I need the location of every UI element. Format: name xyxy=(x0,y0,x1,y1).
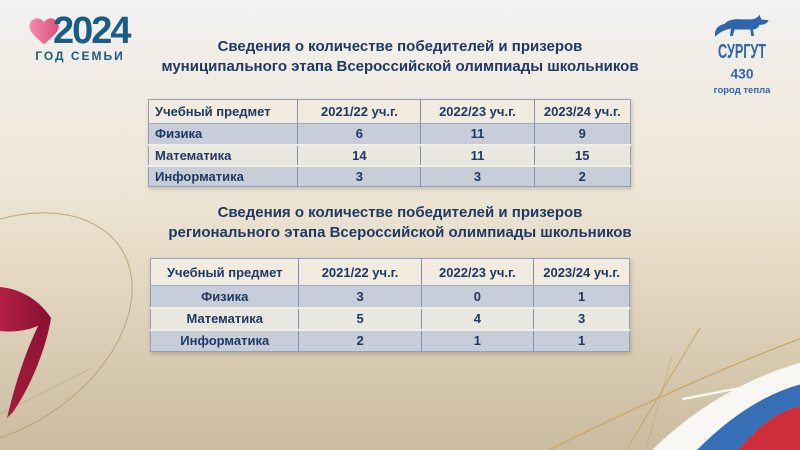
section2-title-line1: Сведения о количестве победителей и призеров xyxy=(217,204,583,221)
value-cell: 3 xyxy=(421,166,534,187)
value-cell: 1 xyxy=(534,286,630,308)
year-2024-text: 2024 xyxy=(53,10,130,52)
value-cell: 3 xyxy=(534,308,630,330)
value-cell: 1 xyxy=(421,330,534,352)
surgut-name-text: СУРГУТ xyxy=(718,40,766,63)
table-row-physics xyxy=(151,286,630,308)
surgut-anniversary-text: 430 xyxy=(730,65,754,82)
value-cell: 0 xyxy=(421,286,534,308)
table-row-math xyxy=(151,308,630,330)
subject-cell: Информатика xyxy=(151,330,299,352)
column-header-2021-22: 2021/22 уч.г. xyxy=(298,100,421,124)
section2-title xyxy=(60,203,740,243)
column-header-2021-22: 2021/22 уч.г. xyxy=(299,259,421,286)
column-header-2022-23: 2022/23 уч.г. xyxy=(421,259,534,286)
value-cell: 15 xyxy=(534,145,630,166)
subject-cell: Информатика xyxy=(149,166,298,187)
value-cell: 2 xyxy=(534,166,630,187)
value-cell: 2 xyxy=(299,330,421,352)
fox-icon xyxy=(715,15,769,37)
column-header-subject: Учебный предмет xyxy=(151,259,299,286)
table-row-informatics xyxy=(149,166,631,187)
section1-title-line2: муниципального этапа Всероссийской олимпиады школьников xyxy=(161,58,639,75)
column-header-2023-24: 2023/24 уч.г. xyxy=(534,100,630,124)
value-cell: 11 xyxy=(421,124,534,145)
value-cell: 4 xyxy=(421,308,534,330)
column-header-subject: Учебный предмет xyxy=(149,100,298,124)
table-row-math xyxy=(149,145,631,166)
subject-cell: Математика xyxy=(151,308,299,330)
column-header-2022-23: 2022/23 уч.г. xyxy=(421,100,534,124)
table-row-physics xyxy=(149,124,631,145)
section1-title-line1: Сведения о количестве победителей и призеров xyxy=(217,38,583,55)
value-cell: 11 xyxy=(421,145,534,166)
table-header-row xyxy=(149,100,631,124)
value-cell: 3 xyxy=(299,286,421,308)
subject-cell: Физика xyxy=(151,286,299,308)
value-cell: 14 xyxy=(298,145,421,166)
subject-cell: Математика xyxy=(149,145,298,166)
municipal-stage-table xyxy=(148,99,631,187)
year-of-family-caption: ГОД СЕМЬИ xyxy=(35,49,125,63)
value-cell: 1 xyxy=(534,330,630,352)
table-header-row xyxy=(151,259,630,286)
surgut-caption: город тепла xyxy=(713,85,771,96)
regional-stage-table xyxy=(150,258,630,352)
value-cell: 6 xyxy=(298,124,421,145)
subject-cell: Физика xyxy=(149,124,298,145)
section1-title xyxy=(60,37,740,77)
section2-title-line2: регионального этапа Всероссийской олимпиады школьников xyxy=(168,224,632,241)
value-cell: 9 xyxy=(534,124,630,145)
table-row-informatics xyxy=(151,330,630,352)
value-cell: 3 xyxy=(298,166,421,187)
column-header-2023-24: 2023/24 уч.г. xyxy=(534,259,630,286)
value-cell: 5 xyxy=(299,308,421,330)
